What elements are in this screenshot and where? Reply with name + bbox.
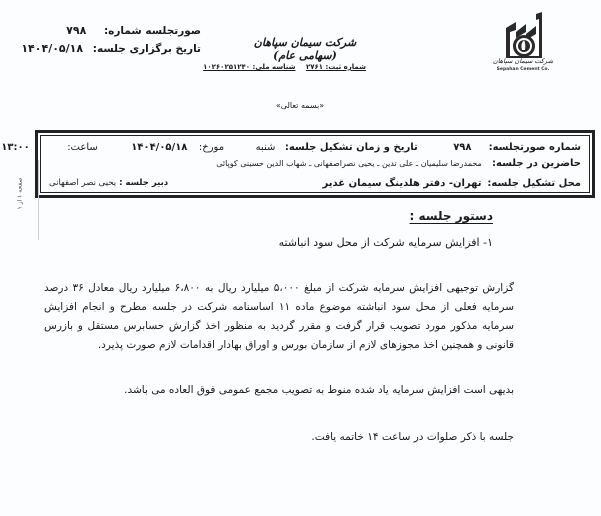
- info-secretary: [49, 178, 168, 188]
- logo-caption-fa: شرکت سیمان سپاهان: [492, 57, 554, 65]
- closing-statement: جلسه با ذکر صلوات در ساعت ۱۴ خاتمه یافت.: [311, 431, 514, 443]
- page-indicator: [12, 160, 26, 240]
- meeting-info-inner: [1, 135, 590, 193]
- bismillah-heading: «بسمه تعالی»: [275, 101, 325, 110]
- info-minutes-number: ۷۹۸: [453, 142, 472, 153]
- meeting-date-label: تاریخ برگزاری جلسه:: [92, 43, 201, 55]
- meeting-date-row: [21, 40, 201, 58]
- resolution-paragraph: گزارش توجیهی افزایش سرمایه شرکت از مبلغ ۵،۰۰۰ میلیارد ریال به ۶،۸۰۰ میلیارد ریال معادل ۳۶ درصد سرمایه فعلی از محل سود انباشته موضوع ماده ۱۱ اساسنامه شرکت در جلسه مطرح و انجام افزایش سرمایه مذکور مورد تصویب قرار گرفت و مقرر گردید به منظور اخذ گزارش حسابرس مستقل و بازرس قانونی و همچنین اخذ مجوزهای لازم از سازمان بورس و اوراق بهادار اقدامات لازم صورت پذیرد.: [44, 282, 515, 351]
- national-id: شناسه ملی: ۱۰۲۶۰۲۵۱۲۴۰: [203, 63, 296, 71]
- registration-info: [203, 63, 370, 71]
- agenda-title: دستور جلسه :: [409, 209, 493, 223]
- info-attendees-label: حاضرین در جلسه:: [492, 158, 581, 169]
- info-secretary-name: یحیی نصر اصفهانی: [49, 178, 117, 188]
- info-location-label: محل تشکیل جلسه:: [487, 178, 581, 189]
- info-row-number-datetime: [1, 142, 581, 153]
- info-location: تهران- دفتر هلدینگ سیمان غدیر: [322, 178, 482, 189]
- page-number-label: صفحه ۱ از ۱: [16, 177, 24, 210]
- minutes-number-label: صورتجلسه شماره:: [103, 25, 201, 37]
- company-name: شرکت سیمان سپاهان (سهامی عام): [253, 36, 357, 62]
- info-row-attendees: [49, 158, 581, 169]
- minutes-number-value: ۷۹۸: [66, 24, 87, 37]
- side-divider: [38, 160, 39, 240]
- registration-number: شماره ثبت: ۲۷۶۱: [305, 63, 366, 71]
- info-time-label: ساعت:: [67, 142, 98, 153]
- info-secretary-label: دبیر جلسه :: [119, 178, 169, 188]
- info-weekday: شنبه: [255, 142, 276, 153]
- minutes-number-row: [26, 22, 201, 40]
- document-meta: [21, 22, 201, 58]
- meeting-date-value: ۱۴۰۴/۰۵/۱۸: [21, 42, 84, 55]
- info-attendees: محمدرضا سلیمیان ـ علی تدین ـ یحیی نصراصفهانی ـ شهاب الدین حسینی کوپائی: [216, 159, 482, 168]
- agenda-item: ۱- افزایش سرمایه شرکت از محل سود انباشته: [278, 236, 493, 249]
- info-row-location: [49, 178, 581, 189]
- info-datetime-label: تاریخ و زمان تشکیل جلسه:: [284, 142, 418, 153]
- logo-caption-en: Sepahan Cement Co.: [496, 67, 550, 72]
- info-date: ۱۴۰۴/۰۵/۱۸: [131, 142, 188, 153]
- info-minutes-number-label: شماره صورتجلسه:: [488, 142, 581, 153]
- info-time: ۱۳:۰۰: [1, 142, 30, 153]
- info-dated-label: مورخ:: [198, 142, 225, 153]
- resolution-note: بدیهی است افزایش سرمایه یاد شده منوط به تصویب مجمع عمومی فوق العاده می باشد.: [124, 384, 514, 396]
